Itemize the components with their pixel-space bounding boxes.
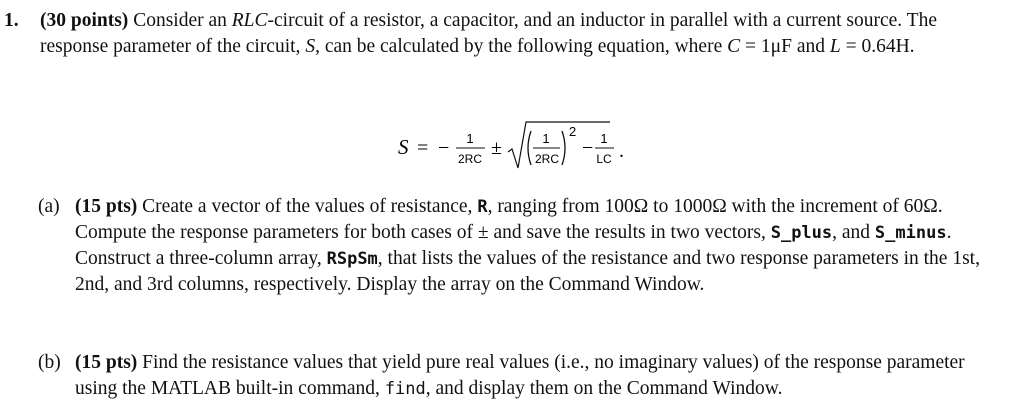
inner-numerator: 1 [542,131,550,146]
equation-svg [398,116,678,176]
problem-statement [40,8,1008,60]
part-a-points: (15 pts) [75,196,138,217]
part-b-text-2: , and display them on the Command Window. [425,378,783,399]
left-paren [528,131,531,165]
eq-minus: − [438,137,450,159]
part-a-text-4: , and [832,222,875,243]
c-variable: C [727,36,741,57]
rlc-term: RLC [231,10,268,31]
c-value: = 1μF [740,36,792,57]
problem-points: (30 points) [40,10,129,31]
part-a-text-5: . Construct a three-column array, [75,222,952,269]
eq-plus-minus: ± [491,137,502,159]
response-equation [398,116,678,176]
eq-minus-2: − [582,137,594,159]
r-code: R [477,197,488,217]
part-b-points: (15 pts) [75,352,138,373]
intro-text-3: , can be calculated by the following equation, where [315,36,728,57]
problem-1 [4,8,1014,60]
part-a-text [75,194,998,298]
s-variable: S [305,36,316,57]
exponent: 2 [569,124,577,139]
part-a-plus-minus: ± [477,222,489,243]
right-paren [562,131,565,165]
intro-text-1: Consider an [128,10,232,31]
eq-lhs: S [398,135,409,159]
part-b-text-1: Find the resistance values that yield pure real values (i.e., no imaginary values) of the response parameter using the MATLAB built-in command, [75,352,965,399]
problem-number: 1. [4,10,19,31]
part-a-text-6: , that lists the values of the resistance and two response parameters in the 1st, 2nd, and 3rd columns, respectively. Display the array on the Command Window. [75,248,980,295]
find-code: find [384,379,426,399]
part-b-label: (b) [38,352,61,373]
s-minus-code: S_minus [874,223,947,243]
part-b [38,350,998,402]
s-plus-code: S_plus [770,223,833,243]
part-b-text [75,350,998,402]
intro-end: . [909,36,915,57]
l-variable: L [829,36,841,57]
part-a-text-1: Create a vector of the values of resistance, [137,196,478,217]
eq-period: . [619,140,624,162]
eq-equals: = [417,137,429,159]
frac3-denominator: LC [596,152,612,166]
part-a [38,194,998,298]
part-a-text-3: and save the results in two vectors, [488,222,771,243]
rspsm-code: RSpSm [326,249,378,269]
part-a-text-2: , ranging from 100Ω to 1000Ω with the increment of 60Ω. Compute the response parameters for both cases of [75,196,943,243]
intro-text-2: -circuit of a resistor, a capacitor, and an inductor in parallel with a current source. The response parameter of the circuit, [40,10,937,57]
frac1-denominator: 2RC [457,152,483,166]
inner-denominator: 2RC [534,152,560,166]
frac1-numerator: 1 [466,131,474,146]
l-value: = 0.64H [840,36,910,57]
frac3-numerator: 1 [600,131,608,146]
intro-text-4: and [791,36,830,57]
part-a-label: (a) [38,196,60,217]
